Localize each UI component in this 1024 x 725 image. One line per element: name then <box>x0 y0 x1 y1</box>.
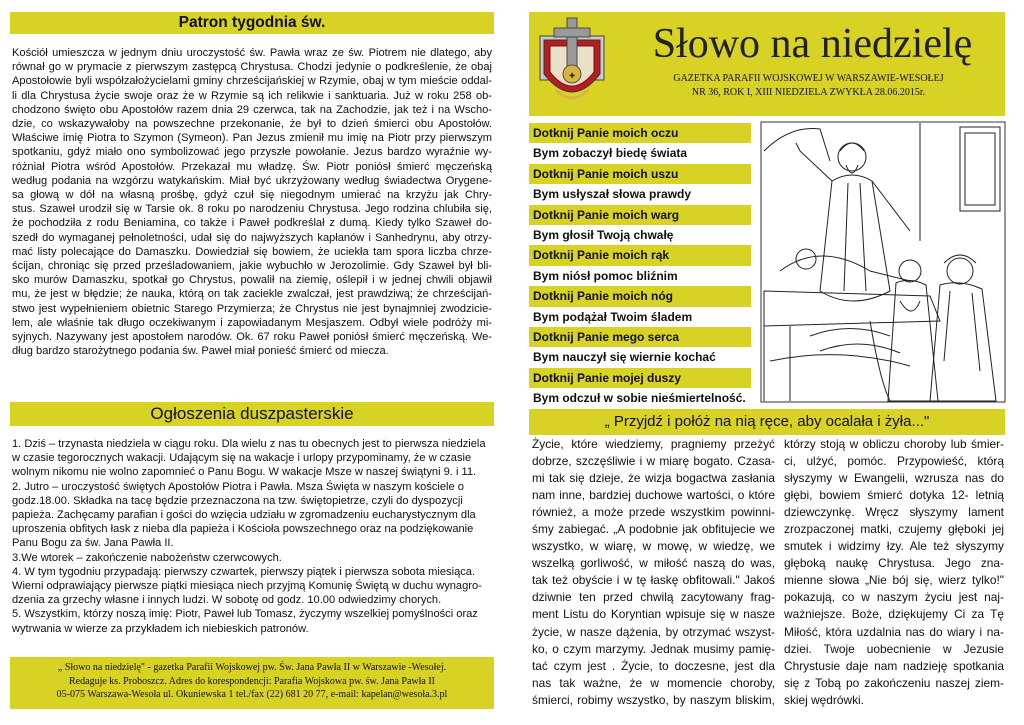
patron-text-line: różniał Piotra wśród Apostołów. Przekazał mu władzę. Św. Piotr poniósł śmierć męczeńską <box>12 160 492 173</box>
reflection-line: pokazują, co w naszym życiu jest naj- <box>784 590 1004 605</box>
footer-line: 05-075 Warszawa-Wesoła ul. Okuniewska 1 tel./fax (22) 681 20 77, e-mail: kapelan@wesoła.3.pl <box>56 689 448 700</box>
reflection-line: tać czym jest . Życie, to doczesne, jest dla <box>532 658 775 673</box>
footer-line: „ Słowo na niedzielę" - gazetka Parafii Wojskowej pw. Św. Jana Pawła II w Warszawie -Wesołej. <box>57 662 447 673</box>
reflection-line: dobrze, szczęśliwie i w miarę bogato. Czasa- <box>532 454 775 469</box>
patron-text-line: stwo jest wypełnieniem obietnic Starego Przymierza; że Chrystus nie jest bynajmniej zwodzicie- <box>12 302 492 315</box>
patron-text-line: spotkaniu, gdyż miało ono symbolizować jego przyszłe powołanie. Jezus bardzo wyraźnie wy- <box>12 146 492 159</box>
reflection-line: śmy zabiegać. „A podobnie jak obfitujecie we <box>532 522 775 537</box>
patron-text-line: szedł do wymaganej pełnoletności, udał się do najwyższych kapłanów i Sanhedrynu, aby otrzy- <box>12 231 492 244</box>
patron-text-line: Kościół umieszcza w jednym dniu uroczystość św. Pawła wraz ze św. Piotrem nie dlatego, aby <box>12 47 492 59</box>
reflection-line: wszelką gorliwość, w miłość naszą do was, <box>532 556 775 571</box>
reflection-line: głęboką naukę Chrystusa. Jego zna- <box>784 556 1004 571</box>
reflection-line: Chrystusie daje nam nadzieję spotkania <box>784 658 1004 673</box>
reflection-line: głębi, bowiem śmierć dotyka 12- letnią <box>784 488 1004 503</box>
reflection-line: którzy stoją w obliczu choroby lub śmier- <box>784 437 1004 451</box>
patron-text-line: Apostołowie byli współzałożycielami gminy chrześcijańskiej w Rzymie, obaj w tym mieście oddal- <box>12 75 492 88</box>
poem-line: Bym nauczył się wiernie kochać <box>533 350 716 365</box>
poem-line: Dotknij Panie mego serca <box>529 327 751 347</box>
reflection-line: ment Listu do Koryntian wpisuje się w nasze <box>532 607 775 622</box>
reflection-line: słyszymy w Ewangelii, wzrusza nas do <box>784 471 1004 486</box>
patron-text-line: Właściwe imię Piotra to Szymon (Symeon). Pan Jezus zmienił mu imię na Piotr przy pierwszym <box>12 132 492 145</box>
announcement-line: papieża. Zachęcamy parafian i gości do wzięcia udziału w zgromadzeniu eucharystycznym dla <box>12 509 476 522</box>
patron-text-line: mać listy polecające do Damaszku. Dowiedział się bowiem, że uciekła tam spora liczba chrze- <box>12 245 492 258</box>
reflection-line: mienne słowa „Nie bój się, wierz tylko!" <box>784 573 1004 588</box>
patron-text-line: lem, ale właśnie tak długo oczekiwanym i zapowiadanym Mesjaszem. Odbył wiele podróży mi- <box>12 316 492 329</box>
announcement-line: godz.18.00. Składka na tacę będzie przeznaczona na tzw. świętopietrze, czyli do dyspozycji <box>12 494 463 507</box>
patron-text-line: chodzono święto obu Apostołów razem dnia 29 czerwca, tak na Zachodzie, jak też i na Wscho- <box>12 103 492 116</box>
reflection-line: ko, o czym marzymy. Jednak musimy pamię- <box>532 641 775 656</box>
reflection-line: się z Tobą po zakończeniu naszej ziem- <box>784 675 1004 690</box>
gospel-quote: „ Przyjdź i połóż na nią ręce, aby ocalała i żyła..." <box>604 413 930 430</box>
newspaper-title: Słowo na niedzielę <box>652 21 973 67</box>
reflection-line: dziei. Twoje uobecnienie w Jezusie <box>784 641 1004 656</box>
announcements-title: Ogłoszenia duszpasterskie <box>150 404 354 423</box>
poem-line: Dotknij Panie moich nóg <box>529 286 751 306</box>
announcements-text <box>12 437 494 636</box>
patron-text-line: według podania na wzgórzu watykańskim. Miał być ukrzyżowany według świadectwa Orygene- <box>12 174 492 187</box>
patron-text-line: sko murów Damaszku, spotkał go Chrystus, powalił na ziemię, oślepił i w jednej chwili objawił <box>12 274 492 287</box>
reflection-line: tak też obyście i w tę łaskę obfitowali." Jakoś <box>532 573 775 588</box>
reflection-column-2 <box>784 436 1004 709</box>
announcement-line: 5. Wszystkim, którzy noszą imię: Piotr, Paweł lub Tomasz, życzymy wszelkiej pomyślności oraz <box>12 608 478 621</box>
poem-line: Bym zobaczył biedę świata <box>533 146 688 161</box>
reflection-line: wszystko, w wiarę, w mowę, w wiedzę, we <box>532 539 775 554</box>
subtitle-line-1: GAZETKA PARAFII WOJSKOWEJ W WARSZAWIE-WESOŁEJ <box>673 73 944 84</box>
poem-line: Bym odczuł w sobie nieśmiertelność. <box>533 391 746 406</box>
patron-text-line: sa głową w dół na własną prośbę, gdyż czuł się niegodnym umierać na krzyżu jak Chry- <box>12 189 492 202</box>
announcements-header <box>10 402 494 426</box>
reflection-line: zrozpaczonej matki, czujemy głęboki jej <box>784 522 1004 537</box>
reflection-line: Miłość, która uzdalnia nas do wiary i na- <box>784 624 1004 639</box>
announcement-line: w czasie tegorocznych wakacji. Udającym się na wakacje i urlopy przypominamy, że w czasie <box>12 452 472 465</box>
announcement-line: 4. W tym tygodniu przypadają: pierwszy czwartek, pierwszy piątek i pierwsza sobota miesiąca. <box>12 565 476 578</box>
gospel-illustration <box>760 121 1006 403</box>
reflection-line: nas tak ważne, że w momencie choroby, <box>532 675 775 690</box>
footer-box <box>10 657 494 709</box>
reflection-line: ważniejsze. Boże, dziękujemy Ci za Tę <box>784 607 1004 622</box>
reflection-line: mi tak się dzieje, że wizja bogactwa zasłania <box>532 471 775 486</box>
announcement-line: 2. Jutro – uroczystość świętych Apostołów Piotra i Pawła. Msza Święta w naszym kościele o <box>12 480 464 493</box>
patron-text-line: równał go w prymacie z pierwszym zastępcą Chrystusa. Chodzi jedynie o podkreślenie, że obaj <box>12 61 492 74</box>
footer-line: Redaguje ks. Proboszcz. Adres do korespondencji: Parafia Wojskowa pw. św. Jana Pawła II <box>69 675 435 687</box>
poem-line: Bym niósł pomoc bliźnim <box>533 268 678 283</box>
poem-line: Dotknij Panie moich uszu <box>529 164 751 184</box>
parish-logo <box>536 14 608 114</box>
patron-header <box>10 12 494 34</box>
reflection-line: śmierci, robimy wszystko, by naszym bliskim, <box>532 692 775 707</box>
announcement-line: wytrwania w wierze za przykładem ich niebieskich patronów. <box>12 622 309 635</box>
patron-text-line: mu, że jest w błędzie; że nauka, którą on tak zaciekle zwalczał, jest prawdziwą; że chrześcijań- <box>12 288 492 301</box>
reflection-line: ci, ulżyć, pomóc. Przypowieść, którą <box>784 454 1004 469</box>
poem-line: Dotknij Panie moich rąk <box>529 245 751 265</box>
announcement-line: Wierni odprawiający pierwsze piątki miesiąca niech przyjmą Komunię Świętą w duchu wynagro- <box>12 580 482 593</box>
reflection-line: dziewczynkę. Wręcz słyszymy lament <box>784 505 1004 520</box>
announcement-line: wolnym nikomu nie wolno zapomnieć o Panu Bogu. W wakacje Msze w naszej świątyni 9. i 11. <box>12 466 477 479</box>
poem-line: Bym podążał Twoim śladem <box>533 309 693 324</box>
svg-text:✚: ✚ <box>569 72 575 80</box>
poem-line: Bym usłyszał słowa prawdy <box>533 187 692 202</box>
reflection-line: również, a może przede wszystkim powinni- <box>532 505 775 520</box>
patron-title: Patron tygodnia św. <box>178 14 326 31</box>
patron-text-line: stus. Szaweł urodził się w Tarsie ok. 8 roku po narodzeniu Chrystusa. Jego rodzina chlubiła się, <box>12 203 492 216</box>
patron-text <box>12 46 492 358</box>
reflection-column-1 <box>532 436 775 709</box>
reflection-line: Życie, które wiedziemy, pragniemy przeżyć <box>532 437 775 451</box>
poem <box>529 123 751 409</box>
patron-text-line: syjnych. Nazywany jest apostołem narodów. Ok. 67 roku Paweł poniósł śmierć męczeńską. We- <box>12 331 492 344</box>
announcement-line: uproszenia obfitych łask z nieba dla papieża i Kościoła powszechnego oraz na podziękowanie <box>12 523 474 536</box>
subtitle-line-2: NR 36, ROK I, XIII NIEDZIELA ZWYKŁA 28.06.2015r. <box>691 87 926 98</box>
patron-text-line: dzie, co wskazywałoby na powszechne przekonanie, że był to dzień śmierci obu Apostołów. <box>12 118 492 131</box>
reflection-line: nam inne, bardziej duchowe wartości, o które <box>532 488 775 503</box>
reflection-line: dziwnie ten przed chwilą zacytowany frag- <box>532 590 775 605</box>
patron-text-line: że pochodziła z rodu Beniamina, co także i Paweł podkreślał z dumą. Kiedy tylko Szaweł do- <box>12 217 492 230</box>
poem-line: Dotknij Panie mojej duszy <box>529 368 751 388</box>
announcement-line: Panu Bogu za św. Jana Pawła II. <box>12 537 174 550</box>
masthead-subtitle <box>612 72 1005 100</box>
announcement-line: 1. Dziś – trzynasta niedziela w ciągu roku. Dla wielu z nas tu obecnych jest to pierwsza niedziela <box>12 438 486 450</box>
patron-text-line: li dla Chrystusa życie swoje oraz że w Rzymie są ich relikwie i sanktuaria. Już w roku 258 ob- <box>12 89 492 102</box>
patron-text-line: ścijan, chroniąc się przed prześladowaniem, jakie wybuchło w Jerozolimie. Gdy Szaweł był bli- <box>12 260 492 273</box>
reflection-line: smutek i widzimy łzy. Ale też słyszymy <box>784 539 1004 554</box>
poem-line: Dotknij Panie moich oczu <box>529 123 751 143</box>
poem-line: Bym głosił Twoją chwałę <box>533 228 674 243</box>
patron-text-line: dług bardzo starożytnego podania św. Paweł miał ponieść śmierć od miecza. <box>12 345 389 358</box>
gospel-quote-header <box>529 409 1005 435</box>
reflection-line: życie, w nasze dążenia, by otrzymać wszyst- <box>532 624 775 639</box>
announcement-line: 3.We wtorek – zakończenie nabożeństw czerwcowych. <box>12 551 282 564</box>
poem-line: Dotknij Panie moich warg <box>529 205 751 225</box>
reflection-line: skiej wędrówki. <box>784 692 864 707</box>
announcement-line: dzenia za grzechy własne i innych ludzi. W sobotę od godz. 10.00 odwiedzimy chorych. <box>12 594 442 607</box>
